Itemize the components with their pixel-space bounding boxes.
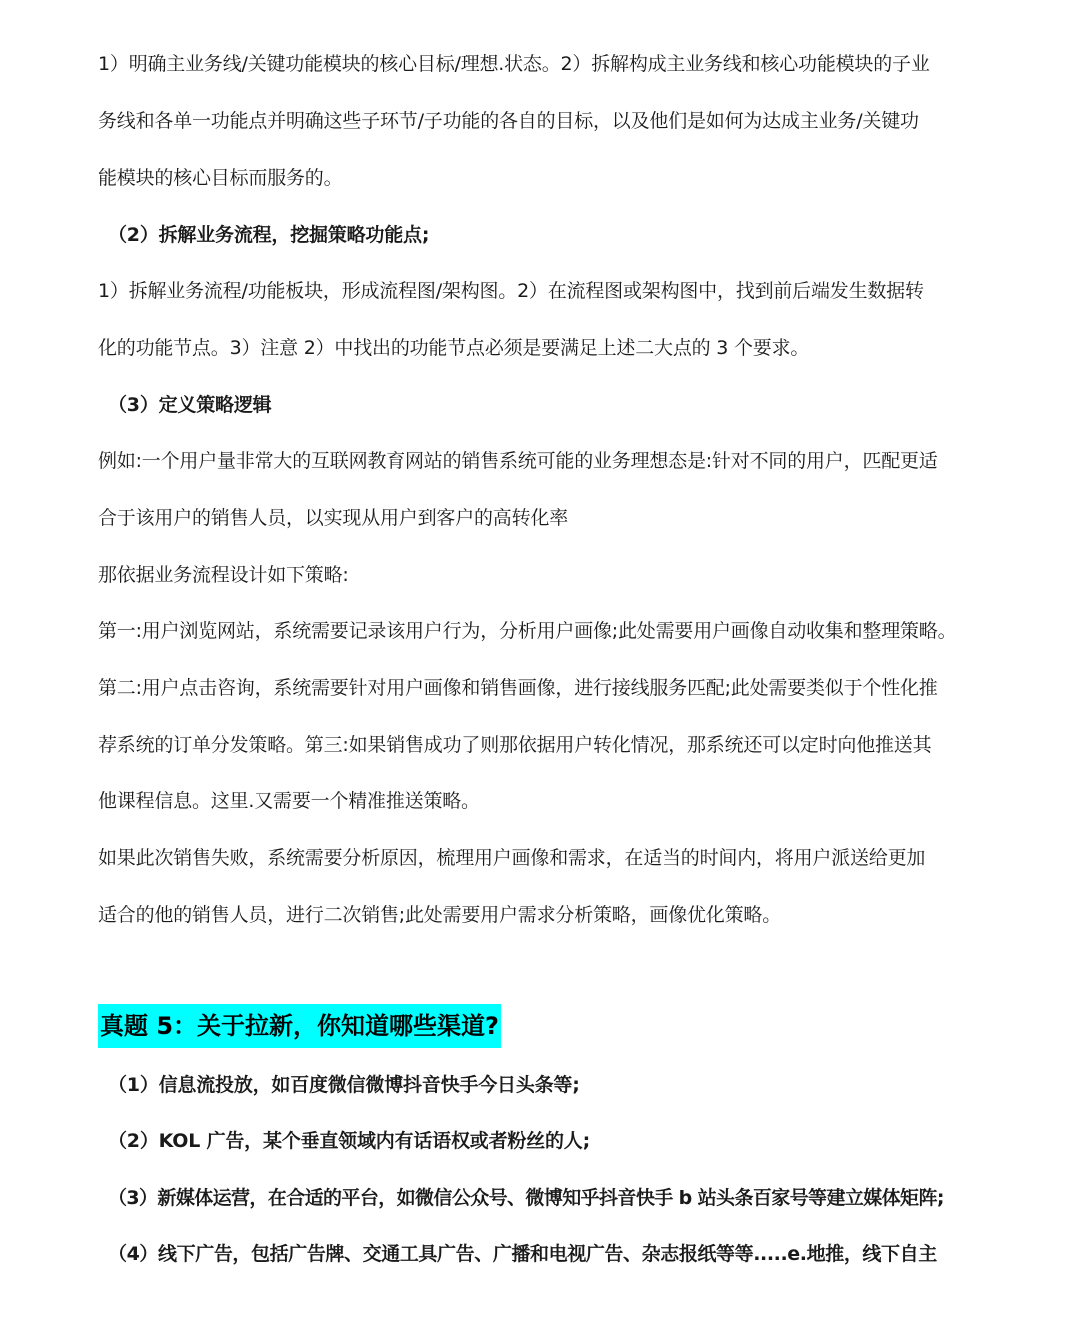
strategy-second-line-1: 第二:用户点击咨询，系统需要针对用户画像和销售画像，进行接线服务匹配;此处需要类似于个性化推 — [98, 677, 938, 699]
channel-item-1: （1）信息流投放，如百度微信微博抖音快手今日头条等; — [108, 1074, 580, 1096]
channel-item-2: （2）KOL 广告，某个垂直领域内有话语权或者粉丝的人; — [108, 1130, 590, 1152]
strategy-intro: 那依据业务流程设计如下策略: — [98, 564, 349, 586]
example-line-2: 合于该用户的销售人员，以实现从用户到客户的高转化率 — [98, 507, 569, 529]
example-line-1: 例如:一个用户量非常大的互联网教育网站的销售系统可能的业务理想态是:针对不同的用户，匹配更适 — [98, 450, 938, 472]
step2-line-2: 化的功能节点。3）注意 2）中找出的功能节点必须是要满足上述二大点的 3 个要求。 — [98, 337, 810, 359]
strategy-second-line-3: 他课程信息。这里.又需要一个精准推送策略。 — [98, 790, 480, 812]
strategy-first: 第一:用户浏览网站，系统需要记录该用户行为，分析用户画像;此处需要用户画像自动收集和整理策略。 — [98, 620, 957, 642]
fail-line-2: 适合的他的销售人员，进行二次销售;此处需要用户需求分析策略，画像优化策略。 — [98, 904, 782, 926]
intro-line-3: 能模块的核心目标而服务的。 — [98, 167, 343, 189]
fail-line-1: 如果此次销售失败，系统需要分析原因，梳理用户画像和需求，在适当的时间内，将用户派送给更加 — [98, 847, 926, 869]
intro-line-2: 务线和各单一功能点并明确这些子环节/子功能的各自的目标，以及他们是如何为达成主业务/关键功 — [98, 110, 919, 132]
step2-line-1: 1）拆解业务流程/功能板块，形成流程图/架构图。2）在流程图或架构图中，找到前后端发生数据转 — [98, 280, 924, 302]
channel-item-3: （3）新媒体运营，在合适的平台，如微信公众号、微博知乎抖音快手 b 站头条百家号等建立媒体矩阵; — [108, 1187, 944, 1209]
question5-heading: 真题 5：关于拉新，你知道哪些渠道? — [98, 1004, 501, 1048]
step3-title: （3）定义策略逻辑 — [108, 394, 272, 416]
strategy-second-line-2: 荐系统的订单分发策略。第三:如果销售成功了则那依据用户转化情况，那系统还可以定时向他推送其 — [98, 734, 932, 756]
step2-title: （2）拆解业务流程，挖掘策略功能点; — [108, 224, 430, 246]
channel-item-4: （4）线下广告，包括广告牌、交通工具广告、广播和电视广告、杂志报纸等等.....e.地推，线下自主 — [108, 1243, 937, 1265]
intro-line-1: 1）明确主业务线/关键功能模块的核心目标/理想.状态。2）拆解构成主业务线和核心功能模块的子业 — [98, 53, 930, 75]
